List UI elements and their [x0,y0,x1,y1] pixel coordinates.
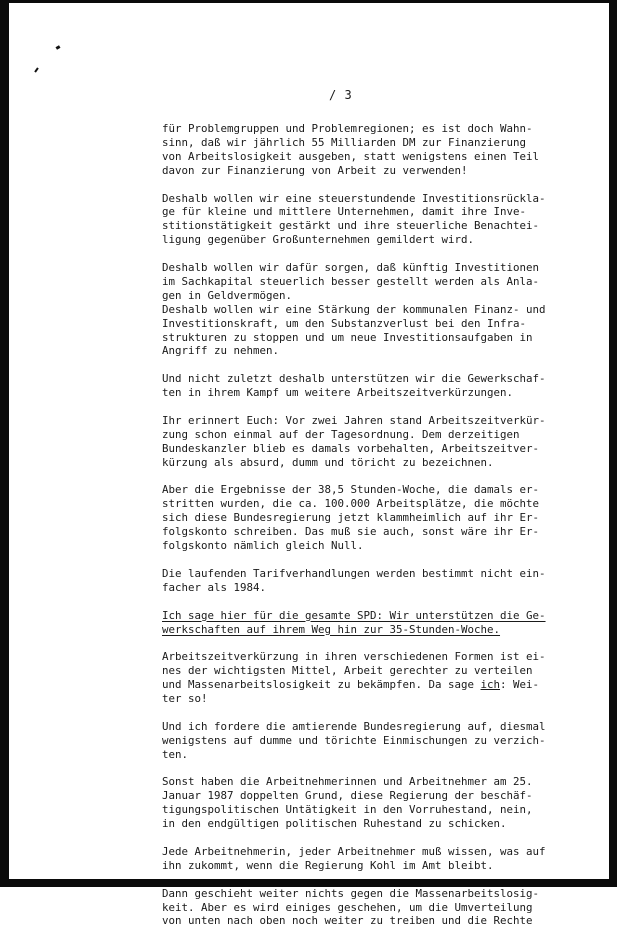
page-number: / 3 [329,88,353,102]
scan-mark [34,67,39,72]
paragraph: Aber die Ergebnisse der 38,5 Stunden-Woche, die damals er- stritten wurden, die ca. 100.000 Arbeitsplätze, die möchte sich diese Bundesregierung jetzt klammheimlich auf ihr Er- folgskonto schreiben. Das muß sie auch, sonst wäre ihr Er- folgskonto nämlich gleich Null. [162,483,540,553]
paragraph: Sonst haben die Arbeitnehmerinnen und Arbeitnehmer am 25. Januar 1987 doppelten Grund, diese Regierung der beschäf- tigungspolitischen Untätigkeit in den Vorruhestand, nein, in den endgültigen politischen Ruhestand zu schicken. [162,775,533,831]
paragraph: Deshalb wollen wir dafür sorgen, daß künftig Investitionen im Sachkapital steuerlich besser gestellt werden als Anla- gen in Geldvermögen. [162,261,540,302]
paragraph: Deshalb wollen wir eine steuerstundende Investitionsrückla- ge für kleine und mittlere Unternehmen, damit ihre Inve- stitionstätigkeit gestärkt und ihre steuerliche Benachtei- ligung gegenüber Großunternehmen gemildert wird. [162,191,546,247]
scan-mark [56,45,61,50]
paragraph: Und ich fordere die amtierende Bundesregierung auf, diesmal wenigstens auf dumme und törichte Einmischungen zu verzich- ten. [162,719,546,761]
paragraph-text: Arbeitszeitverkürzung in ihren verschiedenen Formen ist ei- nes der wichtigsten Mittel, Arbeit gerechter zu verteilen und Massenarbeitslosigkeit zu bekämpfen. Da sage [162,650,546,692]
underlined-statement: Ich sage hier für die gesamte SPD: Wir unterstützen die Ge- werkschaften auf ihrem Weg hin zur 35-Stunden-Woche. [162,608,546,636]
paragraph: für Problemgruppen und Problemregionen; es ist doch Wahn- sinn, daß wir jährlich 55 Milliarden DM zur Finanzierung von Arbeitslosigkeit ausgeben, statt wenigstens einen Teil davon zur Finanzierung von Arbeit zu verwenden! [162,122,540,177]
paragraph: Und nicht zuletzt deshalb unterstützen wir die Gewerkschaf- ten in ihrem Kampf um weitere Arbeitszeitverkürzungen. [162,372,546,400]
paragraph: Dann geschieht weiter nichts gegen die Massenarbeitslosig- keit. Aber es wird einiges geschehen, um die Umverteilung von unten nach oben noch weiter zu treiben und die Rechte [162,886,540,928]
paragraph-tail: : Wei- ter so! [162,678,540,706]
document-body [162,122,582,942]
paragraph: Deshalb wollen wir eine Stärkung der kommunalen Finanz- und Investitionskraft, um den Substanzverlust bei den Infra- strukturen zu stoppen und um neue Investitionsaufgaben in Angriff zu nehmen. [162,302,546,358]
paragraph: Jede Arbeitnehmerin, jeder Arbeitnehmer muß wissen, was auf ihn zukommt, wenn die Regierung Kohl im Amt bleibt. [162,844,546,872]
paragraph: Ihr erinnert Euch: Vor zwei Jahren stand Arbeitszeitverkür- zung schon einmal auf der Tagesordnung. Dem derzeitigen Bundeskanzler blieb es damals vorbehalten, Arbeitszeitver- kürzung als absurd, dumm und töricht zu bezeichnen. [162,413,546,469]
paragraph: Die laufenden Tarifverhandlungen werden bestimmt nicht ein- facher als 1984. [162,566,546,594]
paragraph [162,650,582,706]
emphasized-word: ich [480,678,501,692]
